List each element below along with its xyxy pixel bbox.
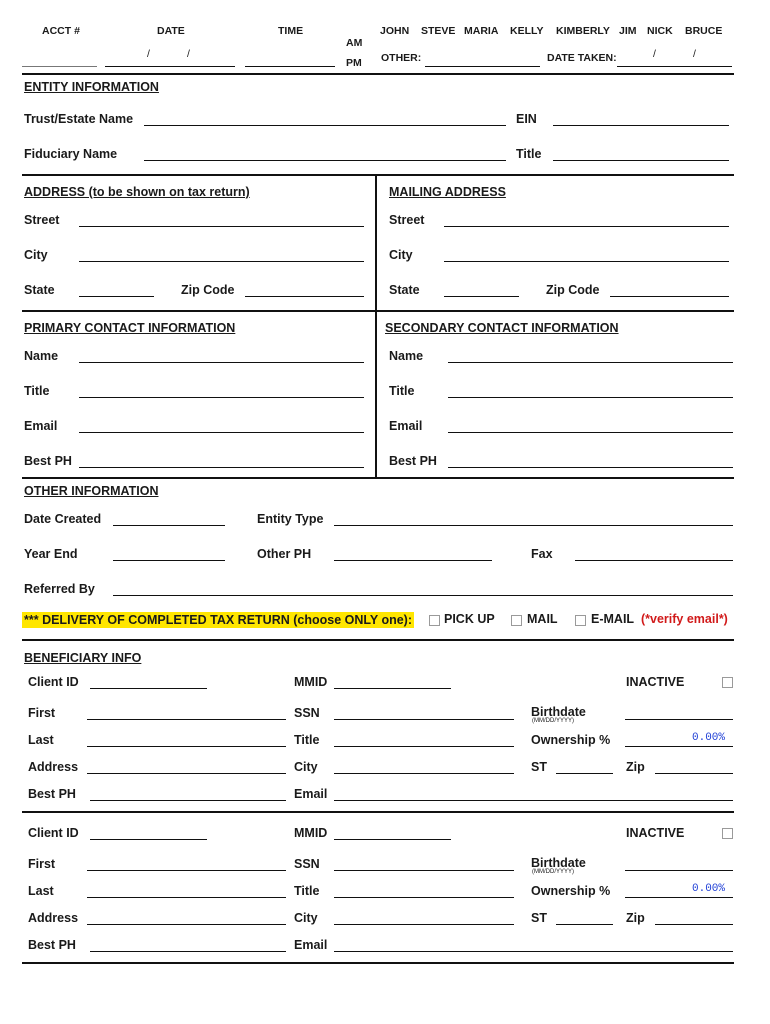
date-taken-label: DATE TAKEN:	[547, 52, 617, 64]
ein-label: EIN	[516, 112, 537, 126]
mailing-zip-label: Zip Code	[546, 283, 600, 297]
divider	[22, 73, 734, 75]
divider	[22, 639, 734, 641]
beneficiary-state-field[interactable]	[556, 924, 613, 925]
ownership-label: Ownership %	[531, 884, 611, 898]
city-label: City	[24, 248, 48, 262]
entity-type-field[interactable]	[334, 525, 733, 526]
beneficiary-address-label: Address	[28, 760, 79, 774]
primary-name-label: Name	[24, 349, 59, 363]
mmid-label: MMID	[294, 675, 328, 689]
fiduciary-title-field[interactable]	[553, 160, 729, 161]
date-taken-field[interactable]	[617, 66, 732, 67]
beneficiary-title-label: Title	[294, 884, 320, 898]
fiduciary-field[interactable]	[144, 160, 506, 161]
client-id-label: Client ID	[28, 675, 79, 689]
primary-name-field[interactable]	[79, 362, 364, 363]
inactive-checkbox[interactable]	[722, 677, 733, 688]
first-name-field[interactable]	[87, 719, 286, 720]
last-name-label: Last	[28, 884, 54, 898]
secondary-name-field[interactable]	[448, 362, 733, 363]
beneficiary-state-field[interactable]	[556, 773, 613, 774]
other-phone-field[interactable]	[334, 560, 492, 561]
mail-checkbox[interactable]	[511, 615, 522, 626]
inactive-label: INACTIVE	[626, 826, 685, 840]
date-created-label: Date Created	[24, 512, 102, 526]
mmid-field[interactable]	[334, 688, 451, 689]
beneficiary-zip-field[interactable]	[655, 773, 733, 774]
divider	[22, 811, 734, 813]
secondary-title-label: Title	[389, 384, 415, 398]
date-created-field[interactable]	[113, 525, 225, 526]
primary-title-field[interactable]	[79, 397, 364, 398]
beneficiary-phone-field[interactable]	[90, 800, 286, 801]
birthdate-format: (MM/DD/YYYY)	[532, 718, 574, 724]
primary-phone-label: Best PH	[24, 454, 72, 468]
fiduciary-title-label: Title	[516, 147, 542, 161]
last-name-field[interactable]	[87, 897, 286, 898]
ownership-field[interactable]	[625, 746, 733, 747]
referred-by-field[interactable]	[113, 595, 733, 596]
date-label: DATE	[157, 25, 185, 37]
inactive-label: INACTIVE	[626, 675, 685, 689]
secondary-title-field[interactable]	[448, 397, 733, 398]
beneficiary-email-field[interactable]	[334, 800, 733, 801]
mailing-city-field[interactable]	[444, 261, 729, 262]
beneficiary-header: BENEFICIARY INFO	[24, 651, 142, 665]
beneficiary-address-label: Address	[28, 911, 79, 925]
beneficiary-address-field[interactable]	[87, 773, 286, 774]
birthdate-field[interactable]	[625, 719, 733, 720]
other-info-header: OTHER INFORMATION	[24, 484, 159, 498]
beneficiary-email-label: Email	[294, 938, 328, 952]
ownership-label: Ownership %	[531, 733, 611, 747]
primary-title-label: Title	[24, 384, 50, 398]
preparer-name[interactable]: KIMBERLY	[556, 25, 610, 37]
secondary-email-field[interactable]	[448, 432, 733, 433]
beneficiary-city-field[interactable]	[334, 924, 514, 925]
secondary-phone-field[interactable]	[448, 467, 733, 468]
acct-field[interactable]	[22, 66, 97, 67]
year-end-label: Year End	[24, 547, 78, 561]
ownership-value: 0.00%	[692, 883, 726, 895]
year-end-field[interactable]	[113, 560, 225, 561]
beneficiary-phone-label: Best PH	[28, 938, 76, 952]
beneficiary-city-label: City	[294, 760, 318, 774]
date-separator: /	[693, 48, 696, 60]
mail-label: MAIL	[527, 612, 558, 626]
mailing-city-label: City	[389, 248, 413, 262]
date-field[interactable]	[105, 66, 235, 67]
date-separator: /	[187, 48, 190, 60]
time-label: TIME	[278, 25, 304, 37]
pickup-label: PICK UP	[444, 612, 495, 626]
client-id-field[interactable]	[90, 688, 207, 689]
divider	[22, 477, 734, 479]
beneficiary-city-field[interactable]	[334, 773, 514, 774]
date-separator: /	[147, 48, 150, 60]
fax-label: Fax	[531, 547, 553, 561]
mailing-state-label: State	[389, 283, 420, 297]
ownership-value: 0.00%	[692, 732, 726, 744]
email-checkbox[interactable]	[575, 615, 586, 626]
secondary-email-label: Email	[389, 419, 423, 433]
birthdate-label: Birthdate	[531, 705, 586, 719]
beneficiary-state-label: ST	[531, 911, 547, 925]
divider	[22, 310, 734, 312]
state-field[interactable]	[79, 296, 154, 297]
beneficiary-address-field[interactable]	[87, 924, 286, 925]
street-label: Street	[24, 213, 60, 227]
client-id-label: Client ID	[28, 826, 79, 840]
am-label: AM	[346, 37, 363, 49]
secondary-phone-label: Best PH	[389, 454, 437, 468]
beneficiary-city-label: City	[294, 911, 318, 925]
mailing-street-label: Street	[389, 213, 425, 227]
birthdate-field[interactable]	[625, 870, 733, 871]
preparer-name[interactable]: NICK	[647, 25, 673, 37]
delivery-label: *** DELIVERY OF COMPLETED TAX RETURN (choose ONLY one):	[24, 613, 413, 627]
secondary-name-label: Name	[389, 349, 424, 363]
preparer-name[interactable]: BRUCE	[685, 25, 723, 37]
acct-label: ACCT #	[42, 25, 80, 37]
divider	[22, 962, 734, 964]
mailing-zip-field[interactable]	[610, 296, 729, 297]
beneficiary-email-field[interactable]	[334, 951, 733, 952]
preparer-name[interactable]: KELLY	[510, 25, 544, 37]
mailing-street-field[interactable]	[444, 226, 729, 227]
ssn-field[interactable]	[334, 719, 514, 720]
mmid-field[interactable]	[334, 839, 451, 840]
preparer-name[interactable]: STEVE	[421, 25, 456, 37]
other-label: OTHER:	[381, 52, 422, 64]
divider	[22, 174, 734, 176]
verify-email-note: (*verify email*)	[641, 612, 728, 626]
beneficiary-zip-label: Zip	[626, 760, 645, 774]
birthdate-label: Birthdate	[531, 856, 586, 870]
ssn-field[interactable]	[334, 870, 514, 871]
beneficiary-zip-field[interactable]	[655, 924, 733, 925]
address-header: ADDRESS (to be shown on tax return)	[24, 185, 250, 199]
ssn-label: SSN	[294, 857, 320, 871]
preparer-name[interactable]: JIM	[619, 25, 637, 37]
first-name-label: First	[28, 857, 56, 871]
pm-label: PM	[346, 57, 362, 69]
ein-field[interactable]	[553, 125, 729, 126]
beneficiary-zip-label: Zip	[626, 911, 645, 925]
client-id-field[interactable]	[90, 839, 207, 840]
fax-field[interactable]	[575, 560, 733, 561]
birthdate-format: (MM/DD/YYYY)	[532, 869, 574, 875]
primary-email-label: Email	[24, 419, 58, 433]
preparer-name[interactable]: MARIA	[464, 25, 499, 37]
zip-field[interactable]	[245, 296, 364, 297]
pickup-checkbox[interactable]	[429, 615, 440, 626]
column-divider	[375, 176, 377, 478]
mmid-label: MMID	[294, 826, 328, 840]
first-name-label: First	[28, 706, 56, 720]
street-field[interactable]	[79, 226, 364, 227]
fiduciary-label: Fiduciary Name	[24, 147, 118, 161]
ownership-field[interactable]	[625, 897, 733, 898]
entity-type-label: Entity Type	[257, 512, 324, 526]
beneficiary-title-label: Title	[294, 733, 320, 747]
primary-email-field[interactable]	[79, 432, 364, 433]
other-field[interactable]	[425, 66, 540, 67]
preparer-name[interactable]: JOHN	[380, 25, 410, 37]
referred-by-label: Referred By	[24, 582, 95, 596]
state-label: State	[24, 283, 55, 297]
beneficiary-phone-field[interactable]	[90, 951, 286, 952]
date-separator: /	[653, 48, 656, 60]
ssn-label: SSN	[294, 706, 320, 720]
inactive-checkbox[interactable]	[722, 828, 733, 839]
other-phone-label: Other PH	[257, 547, 312, 561]
email-delivery-label: E-MAIL	[591, 612, 635, 626]
time-field[interactable]	[245, 66, 335, 67]
city-field[interactable]	[79, 261, 364, 262]
mailing-state-field[interactable]	[444, 296, 519, 297]
first-name-field[interactable]	[87, 870, 286, 871]
beneficiary-title-field[interactable]	[334, 897, 514, 898]
entity-header: ENTITY INFORMATION	[24, 80, 159, 94]
beneficiary-title-field[interactable]	[334, 746, 514, 747]
beneficiary-email-label: Email	[294, 787, 328, 801]
mailing-header: MAILING ADDRESS	[389, 185, 506, 199]
primary-contact-header: PRIMARY CONTACT INFORMATION	[24, 321, 236, 335]
last-name-field[interactable]	[87, 746, 286, 747]
primary-phone-field[interactable]	[79, 467, 364, 468]
beneficiary-phone-label: Best PH	[28, 787, 76, 801]
last-name-label: Last	[28, 733, 54, 747]
beneficiary-state-label: ST	[531, 760, 547, 774]
trust-name-field[interactable]	[144, 125, 506, 126]
secondary-contact-header: SECONDARY CONTACT INFORMATION	[385, 321, 619, 335]
trust-name-label: Trust/Estate Name	[24, 112, 134, 126]
zip-label: Zip Code	[181, 283, 235, 297]
